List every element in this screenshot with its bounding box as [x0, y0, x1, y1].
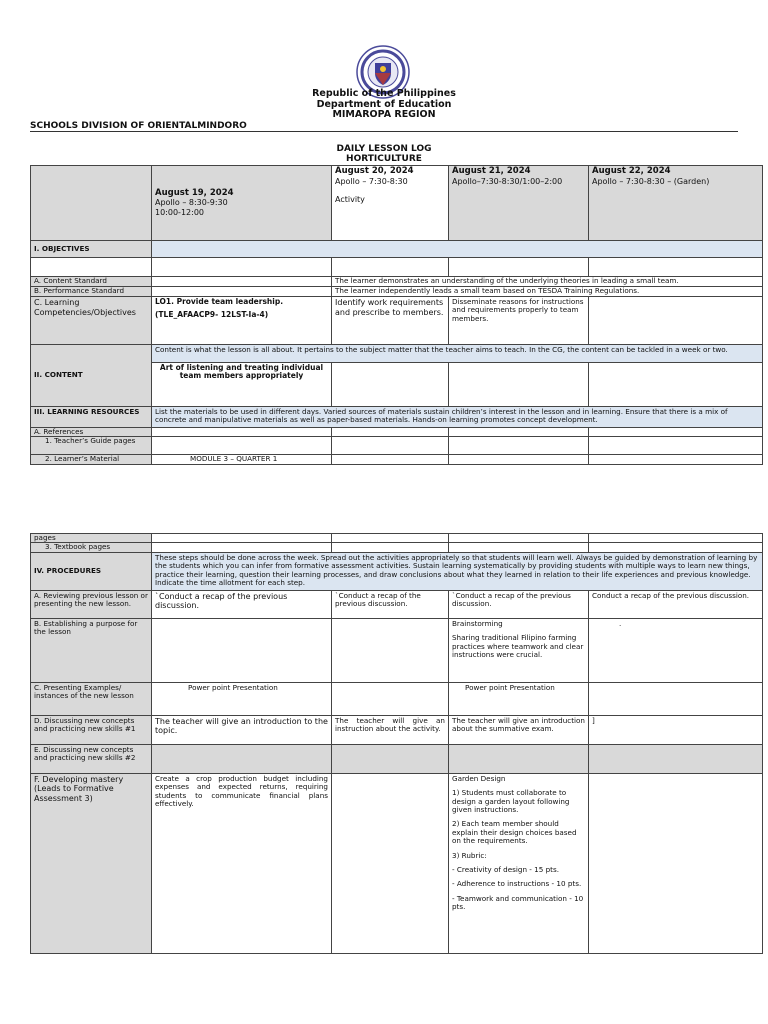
proc-c-row: C. Presenting Examples/ instances of the new lesson Power point Presentation Power point Presentation [31, 682, 763, 715]
content-standard-row: A. Content Standard The learner demonstrates an understanding of the underlying theories in leading a small team. [31, 277, 763, 287]
lesson-log-table-p1 [30, 165, 763, 465]
day-3-header: August 21, 2024 Apollo–7:30-8:30/1:00–2:00 [449, 166, 589, 241]
day-1-header: August 19, 2024 Apollo – 8:30-9:30 10:00-12:00 [152, 166, 332, 241]
teachers-guide-row: 1. Teacher’s Guide pages [31, 437, 763, 455]
proc-b-row: B. Establishing a purpose for the lesson Brainstorming Sharing traditional Filipino farming practices where teamwork and clear instructions were crucial. . [31, 618, 763, 682]
references-row: A. References [31, 428, 763, 437]
page-1 [0, 0, 768, 480]
content-row: Art of listening and treating individual team members appropriately [31, 363, 763, 407]
textbook-row: 3. Textbook pages [31, 543, 763, 552]
doc-subject: HORTICULTURE [346, 154, 422, 164]
proc-e-row: E. Discussing new concepts and practicing new skills #2 [31, 744, 763, 773]
day-2-header: August 20, 2024 Apollo – 7:30-8:30 Activity [332, 166, 449, 241]
day-4-header: August 22, 2024 Apollo – 7:30-8:30 – (Garden) [589, 166, 763, 241]
proc-a-row: A. Reviewing previous lesson or presenting the new lesson. `Conduct a recap of the previous discussion. `Conduct a recap of the previous discussion. `Conduct a recap of the previous discussion. Conduct a recap of the previous discussion. [31, 590, 763, 618]
objectives-row: I. OBJECTIVES [31, 241, 763, 258]
resources-row: III. LEARNING RESOURCES List the materials to be used in different days. Varied sources of materials sustain children’s interest in the lesson and in learning. Ensure that there is a mix of concrete and manipulative materials as well as paper-based materials. Hands-on learning promotes concept development. [31, 407, 763, 428]
lesson-log-table-p2 [30, 533, 763, 954]
header-republic: Republic of the Philippines [312, 88, 456, 99]
performance-standard-row: B. Performance Standard The learner independently leads a small team based on TESDA Training Regulations. [31, 287, 763, 297]
competencies-row: C. Learning Competencies/Objectives LO1. Provide team leadership. (TLE_AFAACP9- 12LST-Ia-4) Identify work requirements and prescribe to members. Disseminate reasons for instructions and requirements properly to team members. [31, 297, 763, 345]
proc-f-row: F. Developing mastery (Leads to Formative Assessment 3) Create a crop production budget including expenses and expected returns, requiring students to communicate financial plans effectively. Garden Design 1) Students must collaborate to design a garden layout following given instructions. 2) Each team member should explain their design choices based on the requirements. 3) Rubric: - Creativity of design - 15 pts. - Adherence to instructions - 10 pts. - Teamwork and communication - 10 pts. [31, 773, 763, 953]
proc-d-row: D. Discussing new concepts and practicing new skills #1 The teacher will give an introduction to the topic. The teacher will give an instruction about the activity. The teacher will give an introduction about the summative exam. ] [31, 715, 763, 744]
header-divider [30, 131, 738, 132]
learners-material-row: 2. Learner’s Material MODULE 3 – QUARTER 1 [31, 455, 763, 464]
header-region: MIMAROPA REGION [332, 109, 436, 120]
content-note-row: II. CONTENT Content is what the lesson is all about. It pertains to the subject matter that the teacher aims to teach. In the CG, the content can be tackled in a week or two. [31, 345, 763, 363]
page-2 [0, 530, 768, 1024]
schools-division: SCHOOLS DIVISION OF ORIENTALMINDORO [30, 121, 247, 131]
pages-cont-row: pages [31, 534, 763, 543]
page-gap [0, 480, 768, 530]
procedures-row: IV. PROCEDURES These steps should be done across the week. Spread out the activities appropriately so that students will learn well. Always be guided by demonstration of learning by the students which you can infer from formative assessment activities. Sustain learning systematically by providing students with multiple ways to learn new things, practice their learning, question their learning processes, and draw conclusions about what they learned in relation to their life experiences and previous knowledge. Indicate the time allotment for each step. [31, 552, 763, 590]
dates-row [31, 166, 763, 241]
header-deped: Department of Education [316, 99, 452, 110]
doc-title: DAILY LESSON LOG [336, 144, 432, 154]
